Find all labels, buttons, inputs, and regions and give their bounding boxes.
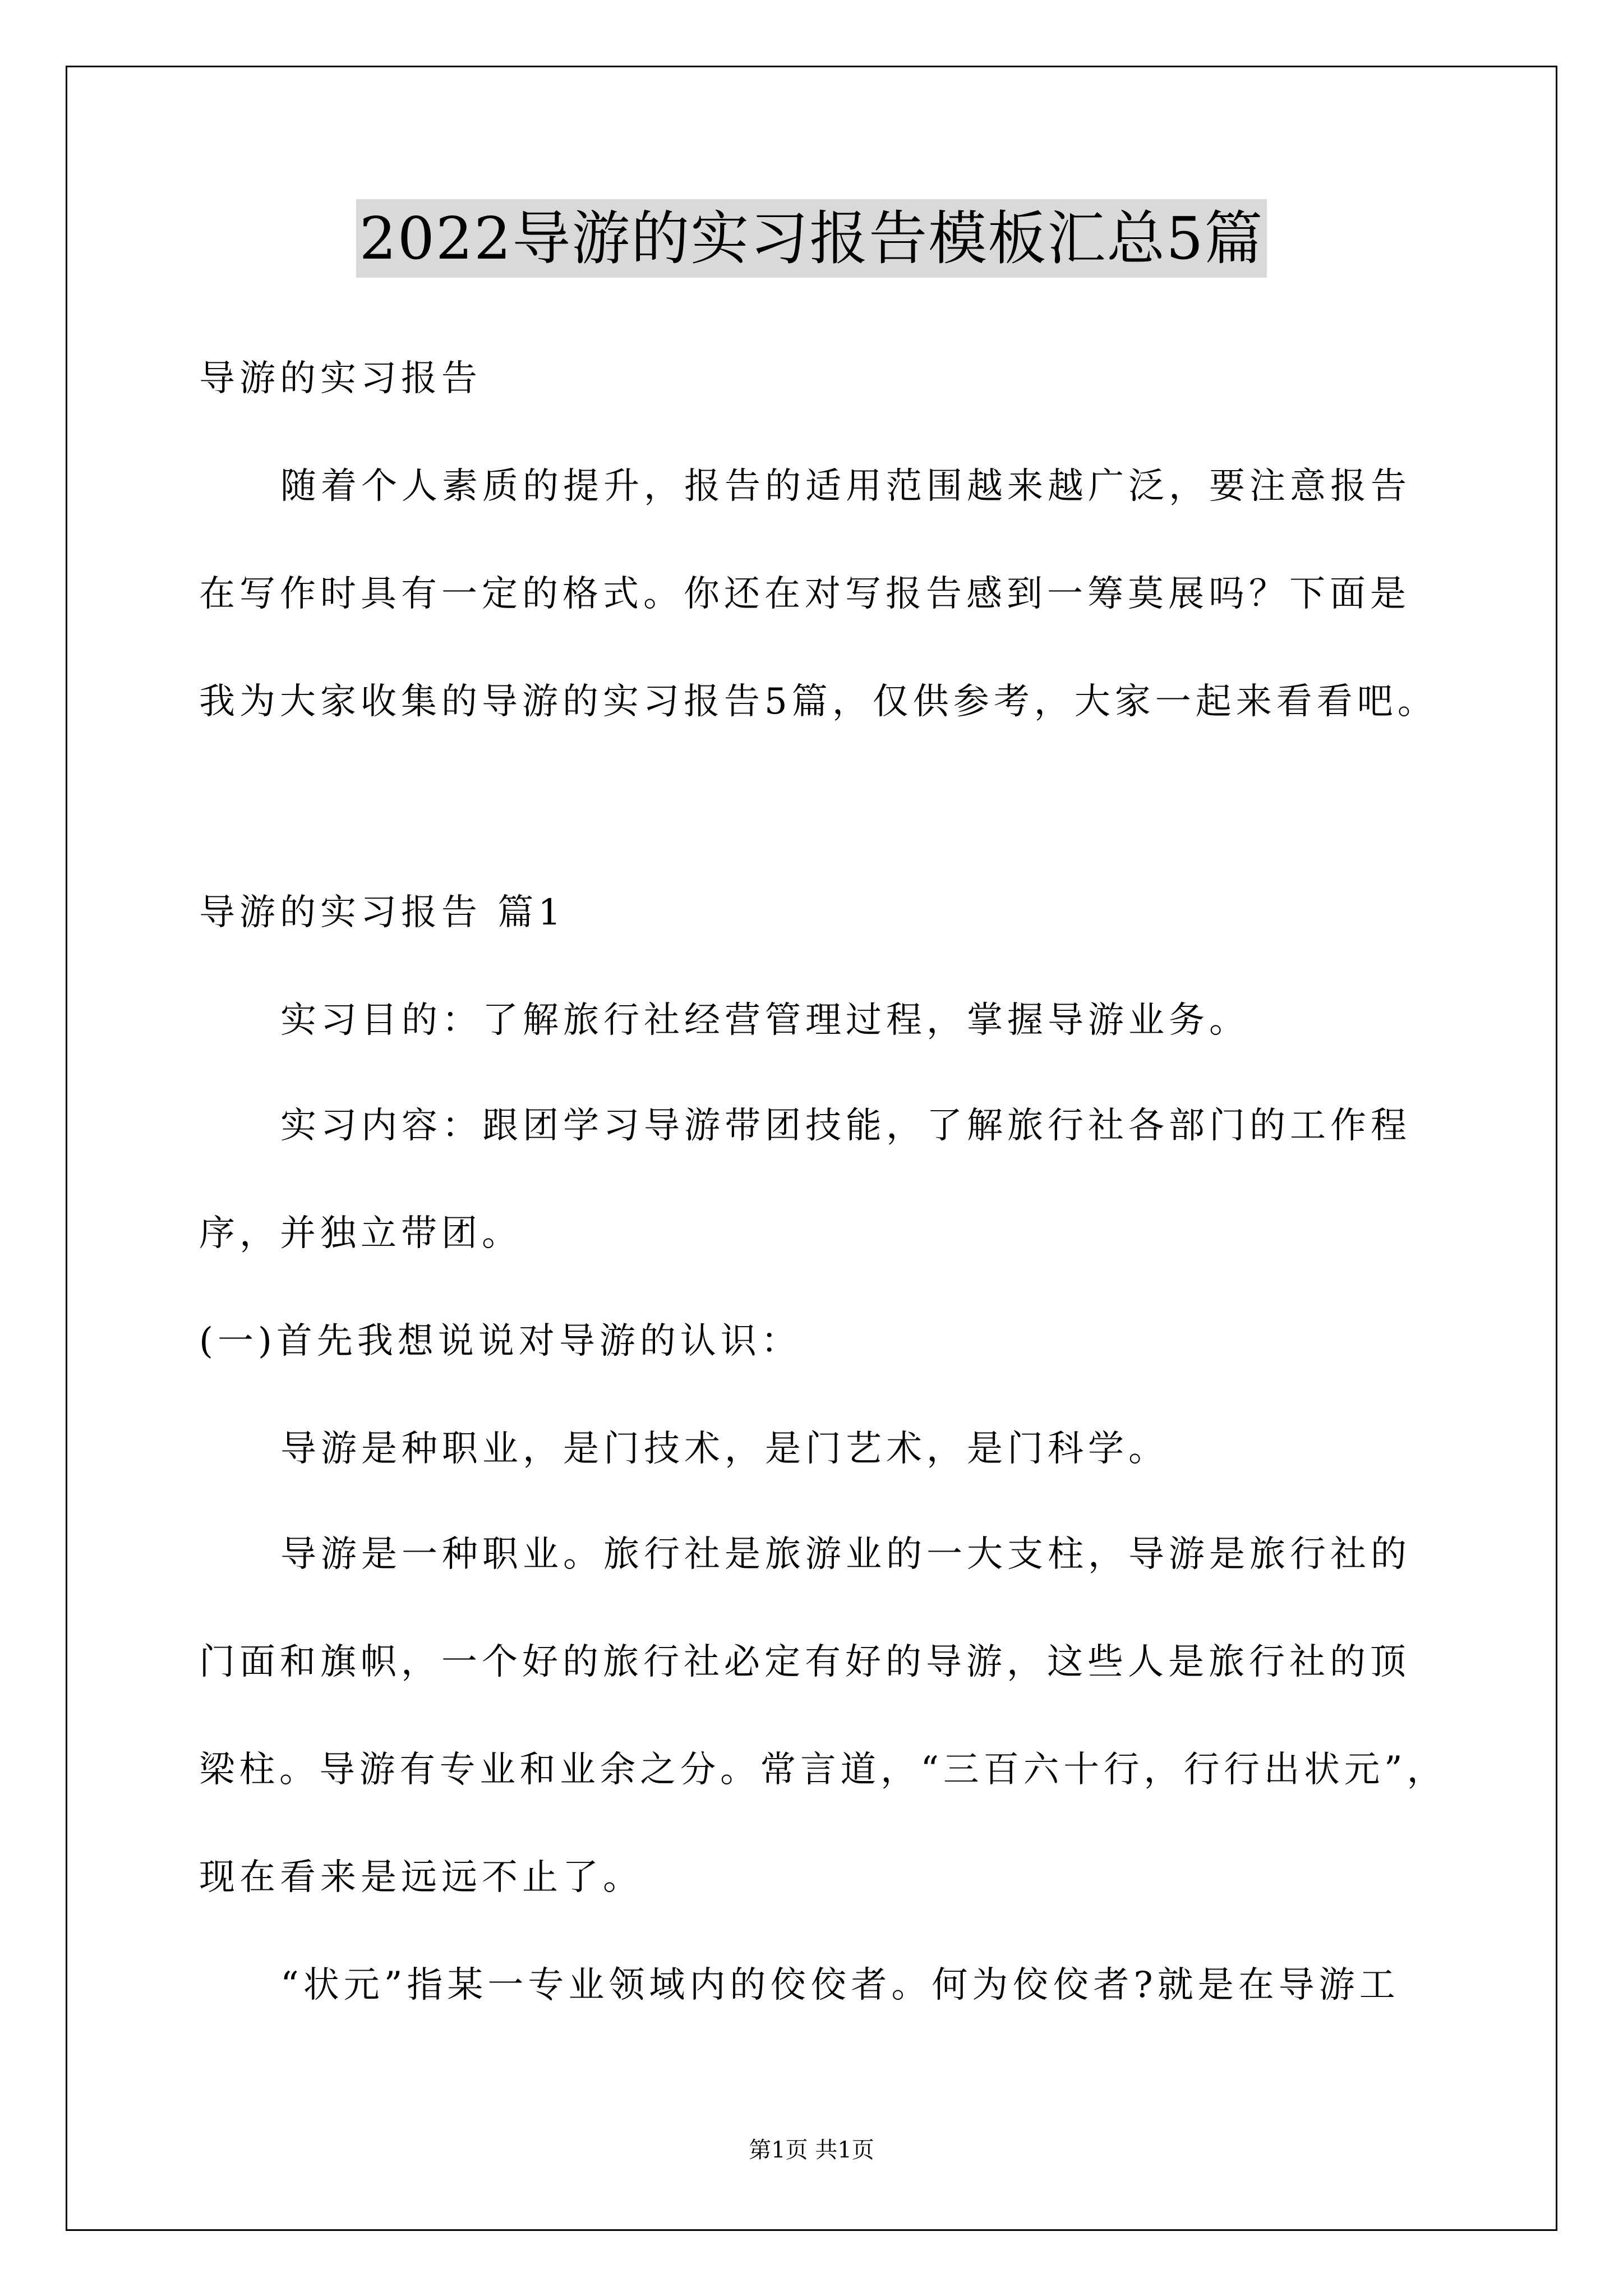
- paragraph-line: 导游是种职业，是门技术，是门艺术，是门科学。: [280, 1428, 1169, 1470]
- paragraph-line: 梁柱。导游有专业和业余之分。常言道，“三百六十行，行行出状元”，: [199, 1749, 1447, 1791]
- paragraph-line: 我为大家收集的导游的实习报告5篇，仅供参考，大家一起来看看吧。: [199, 681, 1438, 723]
- paragraph-line: 现在看来是远远不止了。: [199, 1857, 643, 1898]
- paragraph-line: 随着个人素质的提升，报告的适用范围越来越广泛，要注意报告: [280, 466, 1411, 507]
- paragraph-line: 序，并独立带团。: [199, 1213, 522, 1254]
- paragraph-line: 实习内容：跟团学习导游带团技能，了解旅行社各部门的工作程: [280, 1105, 1411, 1147]
- paragraph-line: (一)首先我想说说对导游的认识：: [199, 1320, 801, 1362]
- paragraph-line: 门面和旗帜，一个好的旅行社必定有好的导游，这些人是旅行社的顶: [199, 1641, 1410, 1683]
- document-title: 2022导游的实习报告模板汇总5篇: [356, 199, 1267, 278]
- paragraph-line: “状元”指某一专业领域内的佼佼者。何为佼佼者?就是在导游工: [280, 1964, 1400, 2006]
- section-heading: 导游的实习报告: [199, 358, 482, 399]
- paragraph-line: 在写作时具有一定的格式。你还在对写报告感到一筹莫展吗？下面是: [199, 573, 1410, 615]
- section-heading: 导游的实习报告 篇1: [199, 892, 566, 933]
- paragraph-line: 导游是一种职业。旅行社是旅游业的一大支柱，导游是旅行社的: [280, 1534, 1411, 1575]
- title-container: [0, 199, 1623, 278]
- paragraph-line: 实习目的：了解旅行社经营管理过程，掌握导游业务。: [280, 1000, 1249, 1041]
- page-footer: 第1页 共1页: [749, 2137, 874, 2163]
